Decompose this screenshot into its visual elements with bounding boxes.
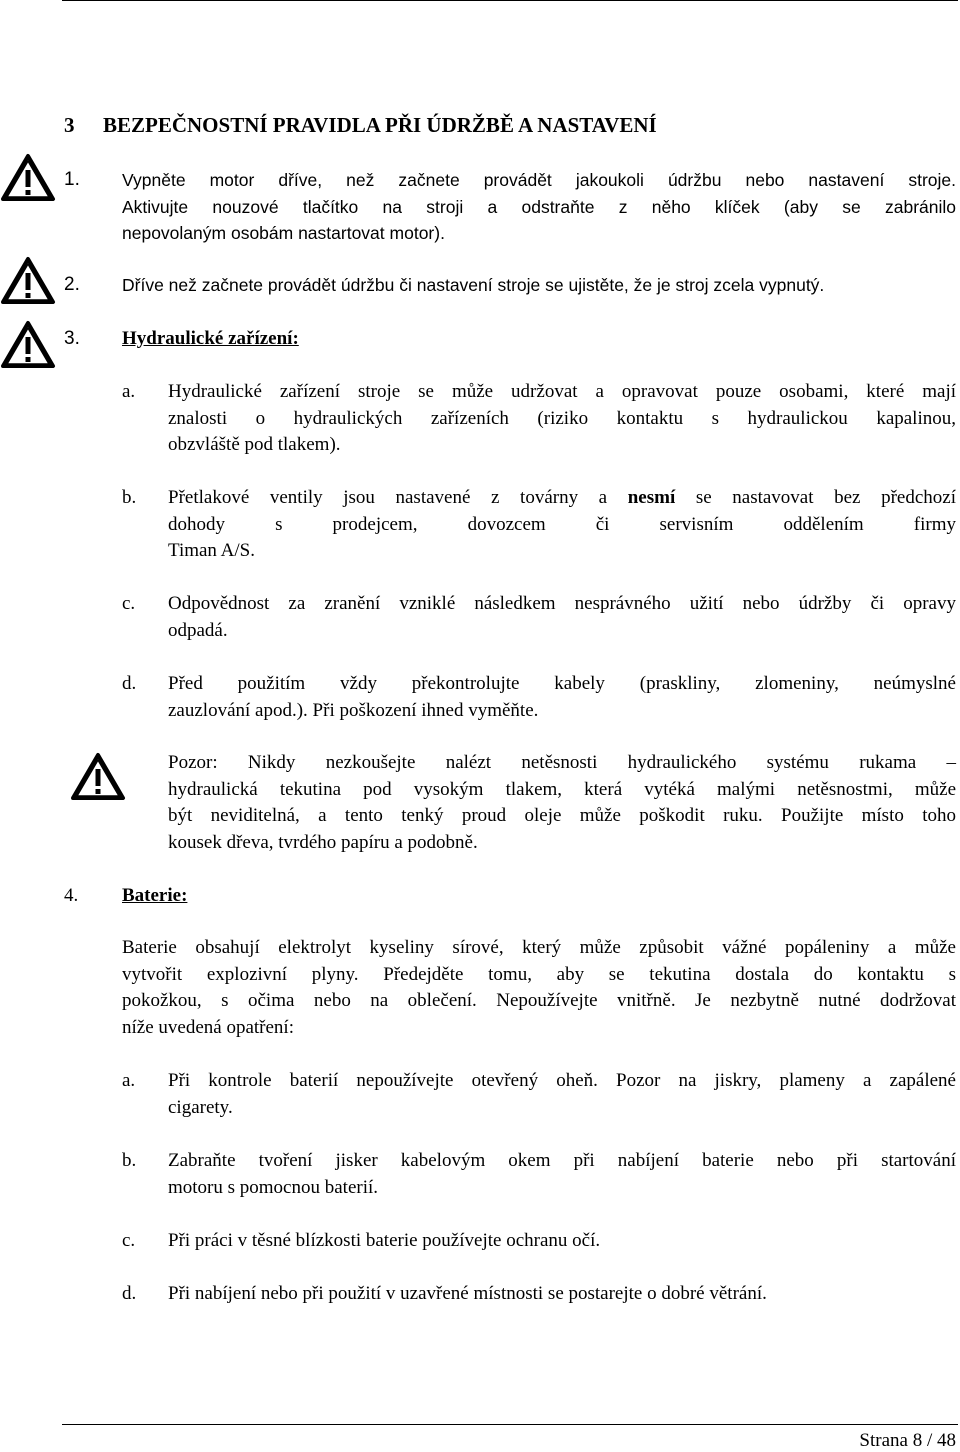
text-line: cigarety. — [168, 1096, 233, 1118]
item-letter: b. — [122, 487, 137, 508]
warning-triangle-icon — [0, 153, 56, 203]
battery-item-c — [168, 1228, 956, 1255]
text-line: obzvláště pod tlakem). — [168, 434, 341, 455]
text-line: Timan A/S. — [168, 540, 255, 561]
text-line: zauzlování apod.). Při poškození ihned vyměňte. — [168, 699, 539, 721]
text-line: kousek dřeva, tvrdého papíru a podobně. — [168, 831, 478, 853]
footer-rule — [62, 1424, 958, 1425]
section-heading — [64, 113, 657, 138]
text-line: níže uvedená opatření: — [122, 1016, 294, 1038]
text-line: Baterie obsahují elektrolyt kyseliny sírové, který může způsobit vážné popáleniny a může — [122, 937, 956, 958]
hydraulic-item-d — [168, 671, 956, 724]
text-span: se nastavovat bez předchozí — [695, 487, 957, 508]
battery-intro — [122, 935, 956, 1041]
item-letter: c. — [122, 1230, 136, 1251]
text-line: Při práci v těsné blízkosti baterie používejte ochranu očí. — [168, 1230, 601, 1251]
rule-number: 1. — [64, 169, 80, 190]
text-line: motoru s pomocnou baterií. — [168, 1176, 379, 1198]
item-letter: c. — [122, 593, 136, 614]
text-line: hydraulická tekutina pod vysokým tlakem, která vytéká malými netěsnostmi, může — [168, 778, 956, 800]
item-letter: a. — [122, 381, 136, 402]
rule-2-text: Dříve než začnete provádět údržbu či nastavení stroje se ujistěte, že je stroj zcela vypnutý. — [122, 275, 825, 295]
hydraulic-heading: Hydraulické zařízení: — [122, 328, 299, 349]
battery-number: 4. — [64, 885, 79, 906]
text-line: Před použitím vždy překontrolujte kabely (praskliny, zlomeniny, neúmyslné — [168, 673, 956, 694]
text-line: odpadá. — [168, 619, 228, 641]
rule-1-text — [122, 167, 956, 247]
text-line: pokožkou, s očima nebo na oblečení. Nepoužívejte vnitřně. Je nezbytně nutné dodržovat — [122, 990, 956, 1011]
battery-item-d — [168, 1281, 956, 1308]
text-line: Zabraňte tvoření jisker kabelovým okem při nabíjení baterie nebo při startování — [168, 1150, 956, 1171]
text-line — [168, 485, 956, 512]
text-line: Aktivujte nouzové tlačítko na stroji a odstraňte z něho klíček (aby se zabránilo — [122, 196, 956, 217]
text-line: dohody s prodejcem, dovozcem či servisním oddělením firmy — [168, 513, 956, 535]
text-line: Pozor: Nikdy nezkoušejte nalézt netěsnosti hydraulického systému rukama – — [168, 752, 956, 773]
page-number: Strana 8 / 48 — [859, 1430, 956, 1451]
text-line: nepovolaným osobám nastartovat motor). — [122, 223, 445, 243]
warning-triangle-icon — [0, 256, 56, 306]
text-line: Vypněte motor dříve, než začnete provádět jakoukoli údržbu nebo nastavení stroje. — [122, 170, 956, 190]
text-line: Při kontrole baterií nepoužívejte otevřený oheň. Pozor na jiskry, plameny a zapálené — [168, 1070, 956, 1091]
battery-item-b — [168, 1148, 956, 1201]
rule-number: 2. — [64, 274, 80, 295]
warning-triangle-icon — [70, 752, 126, 802]
text-line: vytvořit explozivní plyny. Předejděte tomu, aby se tekutina dostala do kontaktu s — [122, 963, 956, 985]
item-letter: a. — [122, 1070, 136, 1091]
battery-item-a — [168, 1068, 956, 1121]
text-span: Přetlakové ventily jsou nastavené z továrny a — [168, 487, 608, 508]
warning-paragraph — [168, 750, 956, 856]
hydraulic-item-a — [168, 379, 956, 459]
section-number: 3 — [64, 113, 75, 137]
text-line: znalosti o hydraulických zařízeních (riziko kontaktu s hydraulickou kapalinou, — [168, 407, 956, 429]
text-line: být neviditelná, a tento tenký proud oleje může poškodit ruku. Použijte místo toho — [168, 805, 956, 826]
battery-heading: Baterie: — [122, 885, 188, 906]
item-letter: d. — [122, 1283, 137, 1304]
rule-number: 3. — [64, 328, 80, 349]
warning-triangle-icon — [0, 320, 56, 370]
section-title: BEZPEČNOSTNÍ PRAVIDLA PŘI ÚDRŽBĚ A NASTAVENÍ — [103, 113, 657, 137]
text-line: Hydraulické zařízení stroje se může udržovat a opravovat pouze osobami, které mají — [168, 381, 956, 402]
bold-word: nesmí — [627, 487, 676, 508]
hydraulic-item-b — [168, 485, 956, 565]
top-rule — [62, 0, 958, 1]
text-line: Při nabíjení nebo při použití v uzavřené místnosti se postarejte o dobré větrání. — [168, 1283, 767, 1304]
item-letter: b. — [122, 1150, 137, 1171]
item-letter: d. — [122, 673, 137, 694]
text-line: Odpovědnost za zranění vzniklé následkem nesprávného užití nebo údržby či opravy — [168, 593, 956, 614]
hydraulic-item-c — [168, 591, 956, 644]
